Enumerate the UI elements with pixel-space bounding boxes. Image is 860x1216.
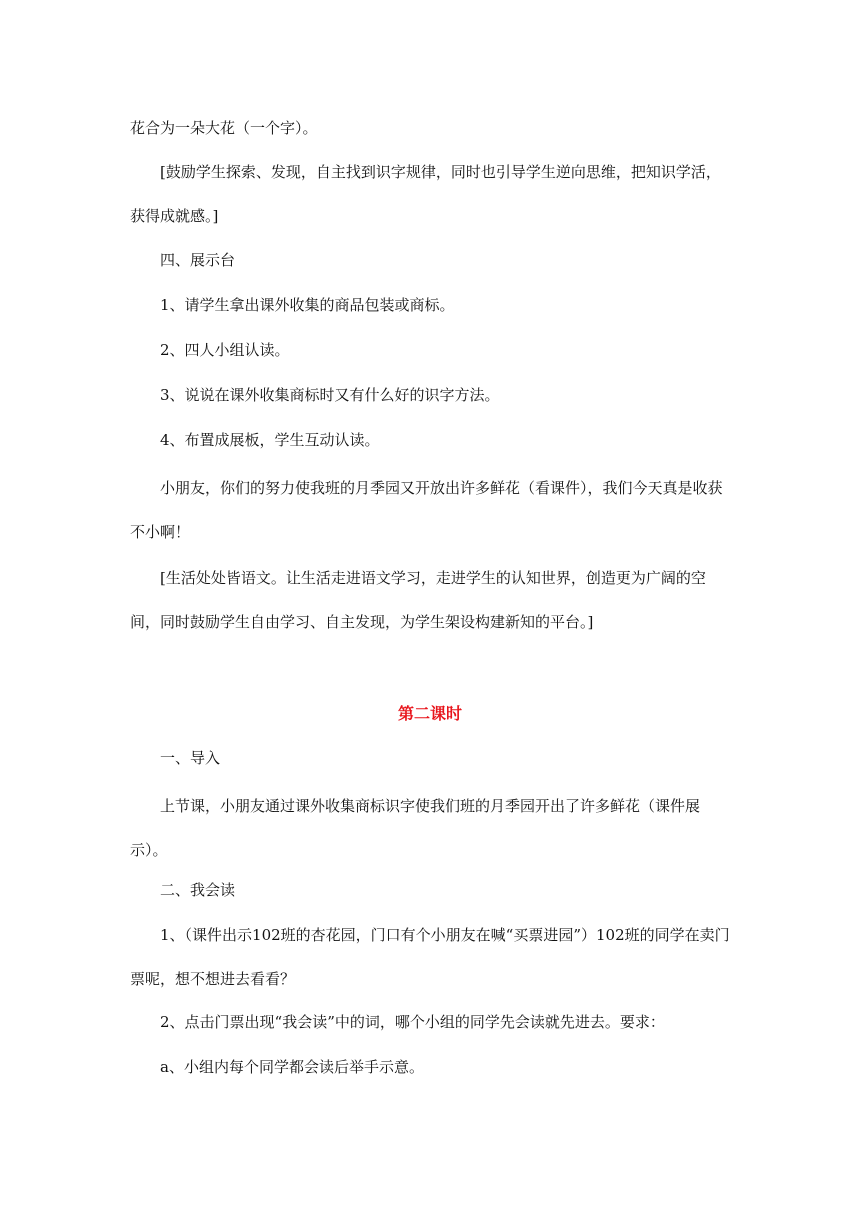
- paragraph-intro: 上节课，小朋友通过课外收集商标识字使我们班的月季园开出了许多鲜花（课件展示）。: [130, 797, 701, 859]
- paragraph-step-2: 2、点击门票出现“我会读”中的词，哪个小组的同学先会读就先进去。要求：: [160, 1013, 665, 1031]
- list-item-3: 3、说说在课外收集商标时又有什么好的识字方法。: [160, 386, 500, 404]
- heading-i-can-read: 二、我会读: [160, 881, 236, 899]
- paragraph-step-a: a、小组内每个同学都会读后举手示意。: [160, 1058, 424, 1076]
- heading-showcase: 四、展示台: [160, 251, 236, 269]
- list-item-1: 1、请学生拿出课外收集的商品包装或商标。: [160, 296, 455, 314]
- paragraph-step-1: 1、（课件出示102班的杏花园，门口有个小朋友在喊“买票进园”）102班的同学在卖门票呢，想不想进去看看？: [130, 926, 730, 988]
- paragraph-commentary-2: [生活处处皆语文。让生活走进语文学习，走进学生的认知世界，创造更为广阔的空间，同时鼓励学生自由学习、自主发现，为学生架设构建新知的平台。]: [130, 569, 706, 631]
- list-item-2: 2、四人小组认读。: [160, 341, 290, 359]
- section-title: 第二课时: [397, 704, 462, 723]
- paragraph-kids-address: 小朋友，你们的努力使我班的月季园又开放出许多鲜花（看课件），我们今天真是收获不小啊！: [130, 479, 723, 541]
- list-item-4: 4、布置成展板，学生互动认读。: [160, 431, 380, 449]
- heading-intro: 一、导入: [160, 749, 221, 767]
- paragraph-commentary-1: [鼓励学生探索、发现，自主找到识字规律，同时也引导学生逆向思维，把知识学活，获得成就感。]: [130, 163, 721, 225]
- paragraph-continuation: 花合为一朵大花（一个字）。: [130, 119, 318, 137]
